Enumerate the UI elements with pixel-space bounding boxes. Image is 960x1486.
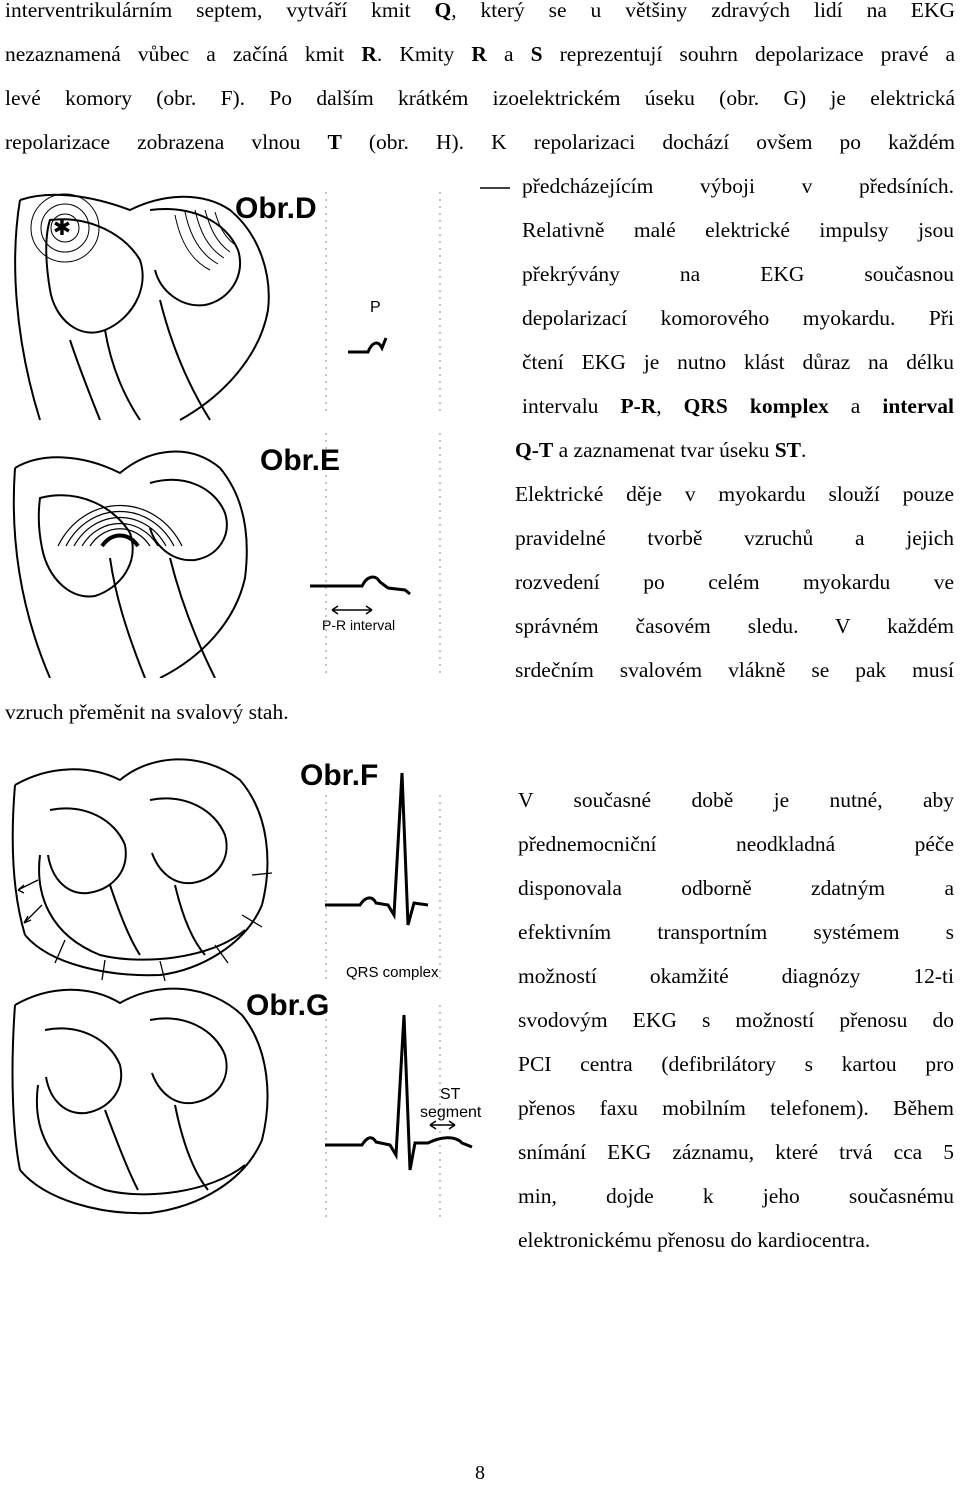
text-line: disponovala odborně zdatným a [518, 876, 954, 900]
ekg-qrs-complex [325, 773, 428, 925]
ekg-pr-segment [310, 577, 410, 594]
text-line: čtení EKG je nutno klást důraz na délku [522, 350, 954, 374]
text-line: efektivním transportním systémem s [518, 920, 954, 944]
label-st-segment-1: ST [440, 1086, 461, 1103]
ventricle-arrows-f [18, 873, 272, 981]
label-qrs-complex: QRS complex [346, 964, 439, 981]
ekg-p-wave [348, 338, 386, 352]
label-obr-d: Obr.D [235, 192, 317, 225]
pacemaker-star-icon: ✱ [52, 215, 72, 240]
text-line: elektronickému přenosu do kardiocentra. [518, 1228, 871, 1252]
text-line: Relativně malé elektrické impulsy jsou [522, 218, 954, 242]
text-line: možností okamžité diagnózy 12-ti [518, 964, 954, 988]
label-obr-g: Obr.G [246, 989, 330, 1022]
text-line: předcházejícím výboji v předsíních. [522, 174, 954, 198]
label-st-segment-2: segment [420, 1104, 482, 1121]
av-node-waves-e [58, 506, 182, 547]
text-line: vzruch přeměnit na svalový stah. [5, 700, 289, 724]
text-line: min, dojde k jeho současnému [518, 1184, 954, 1208]
text-line: srdečním svalovém vlákně se pak musí [515, 658, 954, 682]
figure-obr-g [10, 985, 510, 1225]
heart-diagram-e [14, 452, 247, 678]
text-line: interventrikulárním septem, vytváří kmit Q, který se u většiny zdravých lidí na EKG [5, 0, 955, 22]
text-line: rozvedení po celém myokardu ve [515, 570, 954, 594]
text-line: repolarizace zobrazena vlnou T (obr. H). K repolarizaci dochází ovšem po každém [5, 130, 955, 154]
text-line: levé komory (obr. F). Po dalším krátkém izoelektrickém úseku (obr. G) je elektrická [5, 86, 955, 110]
text-line: nezaznamená vůbec a začíná kmit R. Kmity R a S reprezentují souhrn depolarizace pravé a [5, 42, 956, 66]
label-p-wave: P [370, 299, 381, 316]
text-line: V současné době je nutné, aby [518, 788, 954, 812]
pr-interval-arrow [332, 606, 372, 614]
text-line: snímání EKG záznamu, které trvá cca 5 [518, 1140, 954, 1164]
text-line: přenos faxu mobilním telefonem). Během [518, 1096, 954, 1120]
st-segment-arrow [430, 1121, 455, 1129]
text-line: Elektrické děje v myokardu slouží pouze [515, 482, 954, 506]
figure-obr-e [10, 428, 510, 678]
text-line: Q-T a zaznamenat tvar úseku ST. [515, 438, 807, 462]
text-line: PCI centra (defibrilátory s kartou pro [518, 1052, 954, 1076]
text-line: intervalu P-R, QRS komplex a interval [522, 394, 954, 418]
text-line: překrývány na EKG současnou [522, 262, 954, 286]
text-line: přednemocniční neodkladná péče [518, 832, 954, 856]
text-line: pravidelné tvorbě vzruchů a jejich [515, 526, 954, 550]
figure-obr-f [10, 755, 510, 985]
heart-diagram-f [13, 759, 268, 975]
heart-diagram-g [13, 989, 268, 1214]
figure-obr-d [10, 180, 510, 425]
label-obr-f: Obr.F [300, 759, 379, 792]
label-pr-interval: P-R interval [322, 617, 396, 633]
label-obr-e: Obr.E [260, 444, 341, 477]
text-line: svodovým EKG s možností přenosu do [518, 1008, 954, 1032]
text-line: správném časovém sledu. V každém [515, 614, 954, 638]
page-number: 8 [475, 1462, 485, 1484]
text-line: depolarizací komorového myokardu. Při [522, 306, 954, 330]
